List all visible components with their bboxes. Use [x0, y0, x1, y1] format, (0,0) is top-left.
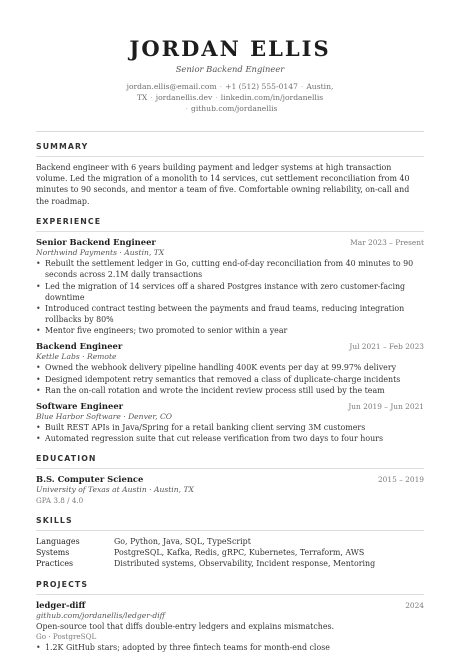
bullet-item: • Owned the webhook delivery pipeline handling 400K events per day at 99.97% delivery: [36, 362, 424, 373]
summary-text: Backend engineer with 6 years building payment and ledger systems at high transaction volume. Led the migration of a monolith to 14 services, cut settlement reconciliation from 40 minutes to 90 seconds, and mentor a team of five. Comfortable owning reliability, on-call and the roadmap.: [36, 163, 410, 206]
section-title-skills: SKILLS: [36, 515, 73, 525]
project-name: ledger-diff: [36, 599, 86, 610]
contact-email[interactable]: jordan.ellis@email.com: [126, 82, 217, 91]
section-title-education: EDUCATION: [36, 454, 97, 464]
candidate-name: JORDAN ELLIS: [129, 36, 331, 61]
section-divider: [36, 594, 424, 595]
education-degree: B.S. Computer Science: [36, 474, 144, 485]
bullet-item: • Led the migration of 14 services off a shared Postgres instance with zero customer-facing downtime: [36, 281, 424, 303]
section-divider: [36, 468, 424, 469]
header-divider: [36, 131, 424, 132]
skills-label: Languages: [36, 536, 80, 546]
contact-github[interactable]: github.com/jordanellis: [190, 104, 278, 113]
job-entry: [36, 237, 424, 336]
job-org: Northwind Payments · Austin, TX: [36, 247, 165, 257]
job-entry: [36, 401, 424, 445]
job-date: Jul 2021 – Feb 2023: [349, 341, 424, 351]
project-description: Open-source tool that diffs double-entry ledgers and explains mismatches.: [36, 622, 335, 632]
bullet-item: • Designed idempotent retry semantics that removed a class of duplicate-charge incidents: [36, 374, 424, 385]
job-title: Senior Backend Engineer: [36, 236, 156, 247]
job-title: Software Engineer: [36, 400, 124, 411]
contact-line: jordan.ellis@email.com · +1 (512) 555-0147 · Austin, TX · jordanellis.dev · linkedin.com/in/jordanellis · github.com/jordanellis: [126, 82, 334, 113]
project-head: [36, 600, 424, 611]
section-divider: [36, 156, 424, 157]
contact-location: Austin, TX: [136, 82, 334, 102]
job-title: Backend Engineer: [36, 340, 123, 351]
job-org: Kettle Labs · Remote: [36, 351, 117, 361]
job-date: Jun 2019 – Jun 2021: [348, 401, 424, 411]
bullet-item: • Introduced contract testing between the payments and fraud teams, reducing integration rollbacks by 80%: [36, 303, 424, 325]
education-date: 2015 – 2019: [377, 475, 424, 485]
skills-row: [36, 547, 424, 558]
education-gpa: GPA 3.8 / 4.0: [36, 495, 84, 505]
project-year: 2024: [405, 600, 424, 610]
skills-value: PostgreSQL, Kafka, Redis, gRPC, Kubernetes, Terraform, AWS: [114, 548, 365, 558]
skills-label: Systems: [36, 548, 70, 558]
education-head: [36, 474, 424, 485]
section-title-experience: EXPERIENCE: [36, 216, 102, 226]
bullet-item: • Ran the on-call rotation and wrote the incident review process still used by the team: [36, 385, 424, 396]
contact-linkedin[interactable]: linkedin.com/in/jordanellis: [220, 93, 324, 102]
project-url[interactable]: github.com/jordanellis/ledger-diff: [36, 610, 166, 620]
section-title-projects: PROJECTS: [36, 579, 89, 589]
bullet-item: • Built REST APIs in Java/Spring for a retail banking client serving 3M customers: [36, 422, 424, 433]
skills-value: Distributed systems, Observability, Incident response, Mentoring: [114, 559, 376, 569]
job-date: Mar 2023 – Present: [350, 237, 424, 247]
contact-phone: +1 (512) 555-0147: [225, 82, 298, 91]
education-school: University of Texas at Austin · Austin, TX: [36, 485, 194, 495]
job-bullets: [36, 422, 424, 444]
job-org: Blue Harbor Software · Denver, CO: [36, 411, 173, 421]
bullet-item: • Rebuilt the settlement ledger in Go, cutting end-of-day reconciliation from 40 minutes to 90 seconds across 2.1M daily transactions: [36, 258, 424, 280]
skills-value: Go, Python, Java, SQL, TypeScript: [114, 536, 251, 546]
project-tech: Go · PostgreSQL: [36, 632, 97, 642]
bullet-item: • Automated regression suite that cut release verification from two days to four hours: [36, 433, 424, 444]
section-title-summary: SUMMARY: [36, 142, 89, 151]
job-bullets: [36, 258, 424, 336]
job-bullets: [36, 362, 424, 395]
skills-row: [36, 558, 424, 569]
job-entry: [36, 341, 424, 396]
section-divider: [36, 231, 424, 232]
bullet-item: • 1.2K GitHub stars; adopted by three fintech teams for month-end close: [36, 642, 424, 653]
contact-website[interactable]: jordanellis.dev: [155, 93, 213, 102]
section-divider: [36, 530, 424, 531]
skills-row: [36, 536, 424, 547]
skills-label: Practices: [36, 559, 74, 569]
bullet-item: • Mentor five engineers; two promoted to senior within a year: [36, 325, 424, 336]
project-bullets: [36, 642, 424, 653]
candidate-role: Senior Backend Engineer: [175, 64, 285, 74]
